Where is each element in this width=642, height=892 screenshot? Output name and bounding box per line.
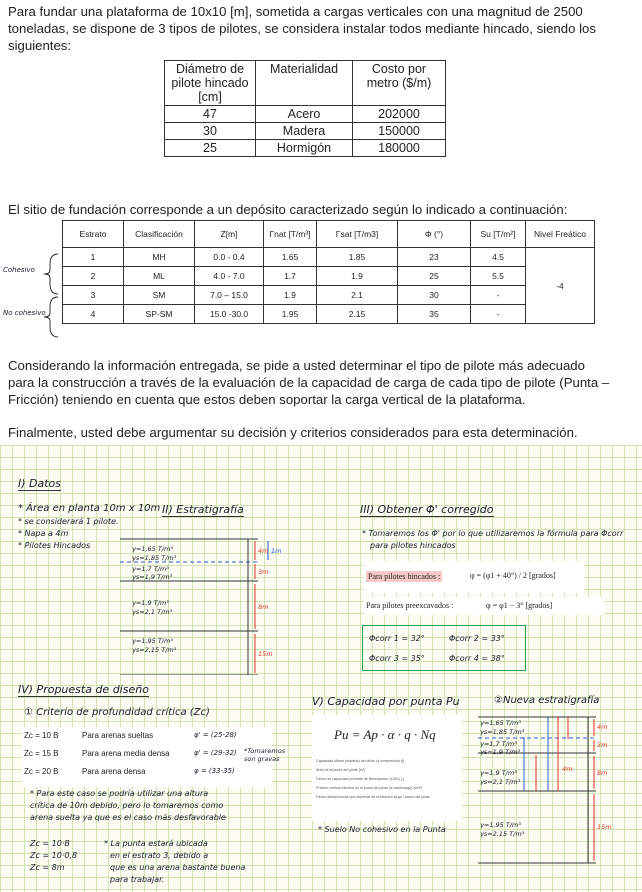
soil-cell: 15.0 -30.0 <box>195 305 264 324</box>
soil-cell: 4.0 - 7.0 <box>195 267 264 286</box>
dim-label: 1m <box>271 547 282 555</box>
soil-cell: 23 <box>398 248 471 267</box>
criteria-desc: Para arenas sueltas <box>82 731 154 740</box>
layer-gamma: γ=1,9 T/m³ <box>480 769 517 777</box>
layer-gamma: γ=1,95 T/m³ <box>480 821 521 829</box>
dim-label: 8m <box>597 769 608 777</box>
soil-cell: 2.1 <box>317 286 398 305</box>
datos-line: * se considerará 1 pilote. <box>18 517 119 526</box>
piles-cell: Acero <box>256 106 353 123</box>
piles-header: Costo por metro ($/m) <box>353 61 446 106</box>
soil-cell: 4 <box>63 305 124 324</box>
capacity-legend <box>316 757 460 802</box>
layer-gamma: γ=1,7 T/m³ <box>132 565 169 573</box>
soil-cell: SP-SM <box>124 305 195 324</box>
layer-gamma-sat: γs=2,1 T/m³ <box>132 608 173 616</box>
phi-result: Φcorr 2 = 33° <box>449 634 505 643</box>
dim-label: 3m <box>258 568 269 576</box>
soil-cell: - <box>471 286 526 305</box>
capacity-formula-card <box>312 715 462 821</box>
criteria-range: φ = (33-35) <box>194 767 235 775</box>
soil-cell: 2 <box>63 267 124 286</box>
soil-cell: 1.9 <box>317 267 398 286</box>
criteria-para: crítica de 10m debido, pero lo tomaremos como <box>30 801 224 810</box>
legend-line: Factor adimensional que depende de la relación largo / ancho del pilote <box>316 795 430 799</box>
phi-text: * Tomaremos los Φ' por lo que utilizaremos la fórmula para Φcorr <box>362 529 624 538</box>
cohesive-label: Cohesivo <box>3 266 35 274</box>
soil-cell: ML <box>124 267 195 286</box>
criteria-desc: Para arena media densa <box>82 749 170 758</box>
phi-title: III) Obtener Φ' corregido <box>360 503 494 516</box>
soil-cell: 4.5 <box>471 248 526 267</box>
formula-hincados <box>364 561 584 593</box>
piles-cell: 150000 <box>353 123 446 140</box>
soil-cell: SM <box>124 286 195 305</box>
layer-gamma: γ=1,65 T/m³ <box>132 545 173 553</box>
criteria-zc: Zc = 15 B <box>24 749 59 758</box>
piles-cell: 47 <box>165 106 256 123</box>
piles-header: Materialidad <box>256 61 353 106</box>
soil-header: Γsat [T/m3] <box>317 221 398 248</box>
piles-table <box>164 60 446 157</box>
formula-label: Para pilotes preexcavados : <box>366 601 454 610</box>
formula-preexcavados <box>364 597 604 615</box>
layer-gamma-sat: γs=2,15 T/m³ <box>480 830 525 838</box>
soil-cell: MH <box>124 248 195 267</box>
datos-line: * Pilotes Hincados <box>18 541 91 550</box>
piles-cell: 202000 <box>353 106 446 123</box>
soil-cell: 7.0 – 15.0 <box>195 286 264 305</box>
piles-cell: 180000 <box>353 140 446 157</box>
conclusion-block <box>8 357 638 408</box>
formula-label: Para pilotes hincados : <box>368 572 441 581</box>
dim-label: 4m <box>258 547 269 555</box>
capacidad-title: V) Capacidad por punta Pu <box>312 695 460 708</box>
capacidad-note: * Suelo No cohesivo en la Punta <box>318 825 446 834</box>
criteria-range: φ' = (29-32) <box>194 749 237 757</box>
criteria-desc: Para arena densa <box>82 767 146 776</box>
soil-cell: 0.0 - 0.4 <box>195 248 264 267</box>
phi-result: Φcorr 1 = 32° <box>369 634 425 643</box>
layer-gamma-sat: γs=1,85 T/m³ <box>132 554 177 562</box>
soil-header: Clasificación <box>124 221 195 248</box>
formula-expression: φ = (φ1 + 40°) / 2 [grados] <box>470 571 556 580</box>
nueva-estratigrafia-title: ②Nueva estratigrafía <box>494 695 600 706</box>
layer-gamma-sat: γs=1,85 T/m³ <box>480 728 525 736</box>
non-cohesive-label: No cohesivo <box>3 309 46 317</box>
water-table-cell: -4 <box>526 248 595 324</box>
piles-cell: 25 <box>165 140 256 157</box>
soil-cell: 30 <box>398 286 471 305</box>
soil-cell: - <box>471 305 526 324</box>
criteria-aside: *Tomaremos son gravas <box>244 747 286 763</box>
criteria-zc: Zc = 10 B <box>24 731 59 740</box>
intro-line: toneladas, se dispone de 3 tipos de pilotes, se considera instalar todos mediante hincado, siendo los <box>8 21 596 36</box>
soil-header: Nivel Freático <box>526 221 595 248</box>
soil-cell: 1 <box>63 248 124 267</box>
dim-label: 15m <box>258 650 273 658</box>
criteria-para: arena suelta ya que es el caso más desfavorable <box>30 813 226 822</box>
punta-note: en el estrato 3, debido a <box>110 851 209 860</box>
criteria-range: φ' = (25-28) <box>194 731 237 739</box>
phi-result: Φcorr 3 = 35° <box>369 654 425 663</box>
notes-grid <box>0 445 642 892</box>
phi-results-box <box>362 625 526 671</box>
problem-intro <box>8 3 638 54</box>
piles-cell: Hormigón <box>256 140 353 157</box>
soil-header: Z[m] <box>195 221 264 248</box>
capacity-formula: Pu = Ap · α · q · Nq <box>334 727 436 742</box>
soil-cell: 1.85 <box>317 248 398 267</box>
piles-cell: 30 <box>165 123 256 140</box>
intro-line: Para fundar una plataforma de 10x10 [m], sometida a cargas verticales con una magnitud de 2500 <box>8 4 583 19</box>
layer-gamma-sat: γs=1,9 T/m³ <box>132 573 173 581</box>
conclusion-line: Considerando la información entregada, se pide a usted determinar el tipo de pilote más adecuado <box>8 358 585 373</box>
soil-cell: 25 <box>398 267 471 286</box>
soil-cell: 1.65 <box>264 248 317 267</box>
datos-title: I) Datos <box>18 477 62 490</box>
dim-label: 4m <box>562 765 573 773</box>
layer-gamma: γ=1,7 T/m³ <box>480 740 517 748</box>
criterio-subtitle: ① Criterio de profundidad crítica (Zc) <box>24 707 210 718</box>
dim-label: 4m <box>597 723 608 731</box>
soil-header: Φ (°) <box>398 221 471 248</box>
zc-calc: Zc = 10·B <box>30 839 70 848</box>
dim-label: 3m <box>597 741 608 749</box>
layer-gamma-sat: γs=2,1 T/m³ <box>480 778 521 786</box>
soil-cell: 1.9 <box>264 286 317 305</box>
layer-gamma-sat: γs=2,15 T/m³ <box>132 646 177 654</box>
intro-line: siguientes: <box>8 38 72 53</box>
conclusion-line: Fricción) teniendo en cuenta que estos deben soportar la carga vertical de la plataforma. <box>8 392 526 407</box>
final-line: Finalmente, usted debe argumentar su decisión y criterios considerados para esta determinación. <box>8 425 578 440</box>
datos-line: * Napa a 4m <box>18 529 69 538</box>
estratigrafia-title: II) Estratigrafía <box>162 503 244 516</box>
soil-header: Su [T/m²] <box>471 221 526 248</box>
soil-header: Estrato <box>63 221 124 248</box>
phi-text: para pilotes hincados <box>370 541 456 550</box>
criteria-zc: Zc = 20 B <box>24 767 59 776</box>
legend-line: Factor de capacidad portante de Berezantsev (1961) [-] <box>316 777 405 781</box>
piles-header: Diámetro de pilote hincado [cm] <box>165 61 256 106</box>
soil-cell: 3 <box>63 286 124 305</box>
layer-gamma: γ=1,65 T/m³ <box>480 719 521 727</box>
phi-result: Φcorr 4 = 38° <box>449 654 505 663</box>
legend-line: Área de la punta del pilote [m²] <box>316 768 365 772</box>
piles-cell: Madera <box>256 123 353 140</box>
layer-gamma: γ=1,95 T/m³ <box>132 637 173 645</box>
formula-expression: φ = φ1 − 3° [grados] <box>486 601 553 610</box>
soil-cell: 5.5 <box>471 267 526 286</box>
soil-header: Γnat [T/m³] <box>264 221 317 248</box>
soil-cell: 35 <box>398 305 471 324</box>
dim-label: 8m <box>258 603 269 611</box>
punta-note: que es una arena bastante buena <box>110 863 246 872</box>
new-stratigraphy-diagram <box>478 713 628 873</box>
legend-line: Capacidad última (máxima) del pilote (a compresión) [t] <box>316 759 405 763</box>
dim-label: 15m <box>597 823 612 831</box>
zc-calc: Zc = 8m <box>30 863 65 872</box>
layer-gamma-sat: γs=1,9 T/m³ <box>480 748 521 756</box>
zc-calc: Zc = 10·0,8 <box>30 851 78 860</box>
propuesta-title: IV) Propuesta de diseño <box>18 683 149 696</box>
punta-note: * La punta estará ubicada <box>104 839 208 848</box>
brace-marks <box>0 250 60 350</box>
datos-line: * Área en planta 10m x 10m <box>18 503 161 514</box>
soil-cell: 2.15 <box>317 305 398 324</box>
soil-table <box>62 220 595 324</box>
soil-cell: 1.7 <box>264 267 317 286</box>
criteria-table <box>22 727 272 787</box>
punta-note: para trabajar. <box>110 875 165 884</box>
layer-gamma: γ=1,9 T/m³ <box>132 599 169 607</box>
site-text: El sitio de fundación corresponde a un depósito caracterizado según lo indicado a continuación: <box>8 202 568 217</box>
conclusion-line: para la construcción a través de la evaluación de la capacidad de carga de cada tipo de pilote (Punta – <box>8 375 610 390</box>
legend-line: Presión vertical efectiva en la punta del pilote (a sobrecarga) (t/m²) <box>316 786 423 790</box>
criteria-para: * Para este caso se podría utilizar una altura <box>30 789 209 798</box>
soil-cell: 1.95 <box>264 305 317 324</box>
